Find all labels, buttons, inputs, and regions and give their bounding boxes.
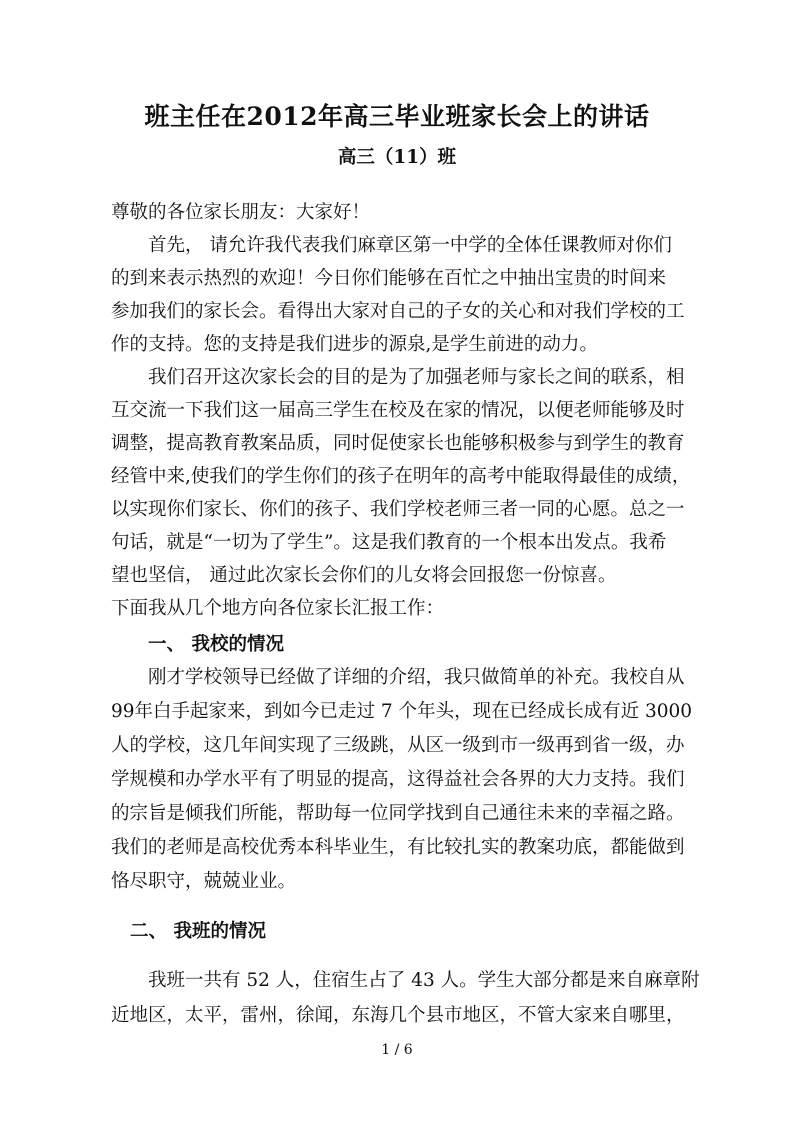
paragraph-line: 望也坚信， 通过此次家长会你们的儿女将会回报您一份惊喜。 xyxy=(111,565,617,586)
paragraph-line: 以实现你们家长、你们的孩子、我们学校老师三者一同的心愿。总之一 xyxy=(111,499,685,520)
paragraph-line: 近地区，太平，雷州，徐闻，东海几个县市地区，不管大家来自哪里， xyxy=(111,1005,685,1026)
paragraph-line: 我们的老师是高校优秀本科毕业生，有比较扎实的教案功底，都能做到 xyxy=(111,837,685,858)
salutation: 尊敬的各位家长朋友：大家好！ xyxy=(111,202,371,223)
paragraph-line: 我们召开这次家长会的目的是为了加强老师与家长之间的联系，相 xyxy=(148,367,685,388)
paragraph-line: 下面我从几个地方向各位家长汇报工作： xyxy=(111,598,445,619)
page-number: 1 / 6 xyxy=(381,1042,413,1058)
paragraph-line: 的宗旨是倾我们所能，帮助每一位同学找到自己通往未来的幸福之路。 xyxy=(111,803,685,824)
paragraph-line: 的到来表示热烈的欢迎！今日你们能够在百忙之中抽出宝贵的时间来 xyxy=(111,268,667,289)
paragraph-line: 调整，提高教育教案品质，同时促使家长也能够积极参与到学生的教育 xyxy=(111,433,685,454)
paragraph-line: 刚才学校领导已经做了详细的介绍，我只做简单的补充。我校自从 xyxy=(148,667,685,688)
section-heading-class: 二、 我班的情况 xyxy=(130,921,266,942)
document-subtitle: 高三（11）班 xyxy=(337,147,457,168)
paragraph-line: 句话，就是“一切为了学生”。这是我们教育的一个根本出发点。我希 xyxy=(111,532,667,553)
section-heading-school: 一、 我校的情况 xyxy=(148,634,284,655)
paragraph-line: 99年白手起家来，到如今已走过 7 个年头，现在已经成长成有近 3000 xyxy=(111,701,693,722)
paragraph-line: 作的支持。您的支持是我们进步的源泉,是学生前进的动力。 xyxy=(111,334,598,355)
paragraph-line: 我班一共有 52 人，住宿生占了 43 人。学生大部分都是来自麻章附 xyxy=(148,970,700,991)
document-title: 班主任在2012年高三毕业班家长会上的讲话 xyxy=(144,102,650,131)
paragraph-line: 参加我们的家长会。看得出大家对自己的子女的关心和对我们学校的工 xyxy=(111,301,685,322)
paragraph-line: 互交流一下我们这一届高三学生在校及在家的情况，以便老师能够及时 xyxy=(111,400,685,421)
paragraph-line: 首先， 请允许我代表我们麻章区第一中学的全体任课教师对你们 xyxy=(148,235,672,256)
paragraph-line: 学规模和办学水平有了明显的提高，这得益社会各界的大力支持。我们 xyxy=(111,769,685,790)
paragraph-line: 恪尽职守，兢兢业业。 xyxy=(111,871,297,892)
paragraph-line: 经管中来,使我们的学生你们的孩子在明年的高考中能取得最佳的成绩， xyxy=(111,466,691,487)
paragraph-line: 人的学校，这几年间实现了三级跳，从区一级到市一级再到省一级，办 xyxy=(111,735,685,756)
